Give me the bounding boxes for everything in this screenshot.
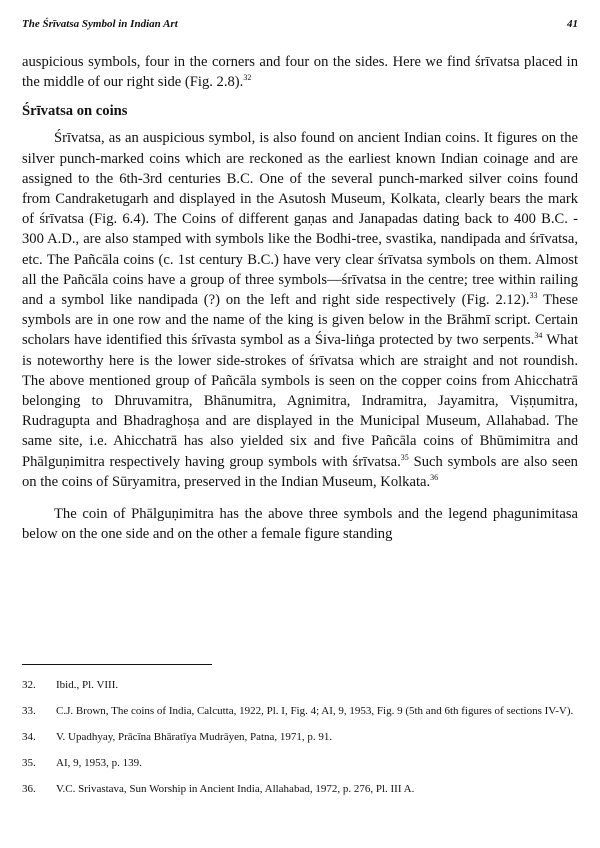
footnote-text: AI, 9, 1953, p. 139. bbox=[56, 757, 142, 769]
paragraph-3: The coin of Phālguṇimitra has the above three symbols and the legend phagunimitasa below on the one side and on the other a female figure standing bbox=[22, 506, 578, 543]
footnote bbox=[22, 756, 578, 771]
footnote-number: 34. bbox=[22, 731, 36, 743]
footnote bbox=[22, 730, 578, 745]
note-ref-33: 33 bbox=[529, 291, 538, 301]
note-ref-32: 32 bbox=[243, 73, 252, 83]
footnote-text: V. Upadhyay, Prācīna Bhāratīya Mudrāyen, Patna, 1971, p. 91. bbox=[56, 731, 333, 743]
paragraph-2-part-c: What is noteworthy here is the lower side-strokes of śrīvatsa which are straight and not roundish. The above mentioned group of Pañcāla symbols is seen on the copper coins from Ahicchatrā belonging to Dhruvamitra, Bhānumitra, Agnimitra, Indramitra, Jayamitra, Viṣṇumitra, Rudragupta and Bhadraghoṣa and are displayed in the Municipal Museum, Allahabad. The same site, i.e. Ahicchatrā has also yielded six and five Pañcāla coins of Bhūmimitra and Phālguṇimitra respectively having group symbols with śrīvatsa. bbox=[22, 332, 578, 470]
note-ref-36: 36 bbox=[430, 473, 439, 482]
page-number: 41 bbox=[567, 18, 578, 30]
footnote bbox=[22, 704, 578, 719]
paragraph-2-part-d: Such symbols are also seen on the coins of Sūryamitra, preserved in the Indian Museum, Kolkata. bbox=[22, 453, 578, 490]
body-text bbox=[22, 52, 578, 544]
footnote bbox=[22, 678, 578, 693]
footnote-divider bbox=[22, 664, 212, 665]
note-ref-35: 35 bbox=[400, 452, 409, 462]
paragraph-1 bbox=[22, 52, 578, 92]
footnotes bbox=[22, 678, 578, 808]
footnote-number: 35. bbox=[22, 757, 36, 769]
footnote-text: Ibid., Pl. VIII. bbox=[56, 679, 119, 691]
paragraph-2 bbox=[22, 128, 578, 492]
section-heading: Śrīvatsa on coins bbox=[22, 103, 128, 120]
note-ref-34: 34 bbox=[534, 331, 543, 341]
paragraph-2-part-b: These symbols are in one row and the name of the king is given below in the Brāhmī script. Certain scholars have identified this śrīvasta symbol as a Śiva-liṅga protected by two serpents. bbox=[22, 292, 578, 349]
paragraph-2-part-a: Śrīvatsa, as an auspicious symbol, is also found on ancient Indian coins. It figures on the silver punch-marked coins which are reckoned as the earliest known Indian coinage and are assigned to the 6th-3rd centuries B.C. One of the several punch-marked silver coins found from Candraketugarh and displayed in the Asutosh Museum, Kolkata, clearly bears the mark of śrīvatsa (Fig. 6.4). The Coins of different gaṇas and Janapadas dating back to 400 B.C. - 300 A.D., are also stamped with symbols like the Bodhi-tree, svastika, nandipada and śrīvatsa, etc. The Pañcāla coins (c. 1st century B.C.) have very clear śrīvatsa symbols on them. Almost all the Pañcāla coins have a group of three symbols—śrīvatsa in the centre; tree within railing and a symbol like nandipada (?) on the left and right side respectively (Fig. 2.12). bbox=[22, 130, 578, 309]
footnote-number: 33. bbox=[22, 705, 36, 717]
running-title: The Śrīvatsa Symbol in Indian Art bbox=[22, 18, 178, 30]
footnote-text: C.J. Brown, The coins of India, Calcutta, 1922, Pl. I, Fig. 4; AI, 9, 1953, Fig. 9 (5th and 6th figures of sections IV-V). bbox=[56, 705, 574, 717]
footnote-text: V.C. Srivastava, Sun Worship in Ancient India, Allahabad, 1972, p. 276, Pl. III A. bbox=[56, 783, 415, 795]
footnote bbox=[22, 782, 578, 797]
footnote-number: 32. bbox=[22, 679, 36, 691]
footnote-number: 36. bbox=[22, 783, 36, 795]
running-head bbox=[22, 18, 578, 34]
paragraph-1-text: auspicious symbols, four in the corners and four on the sides. Here we find śrīvatsa placed in the middle of our right side (Fig. 2.8). bbox=[22, 54, 578, 91]
